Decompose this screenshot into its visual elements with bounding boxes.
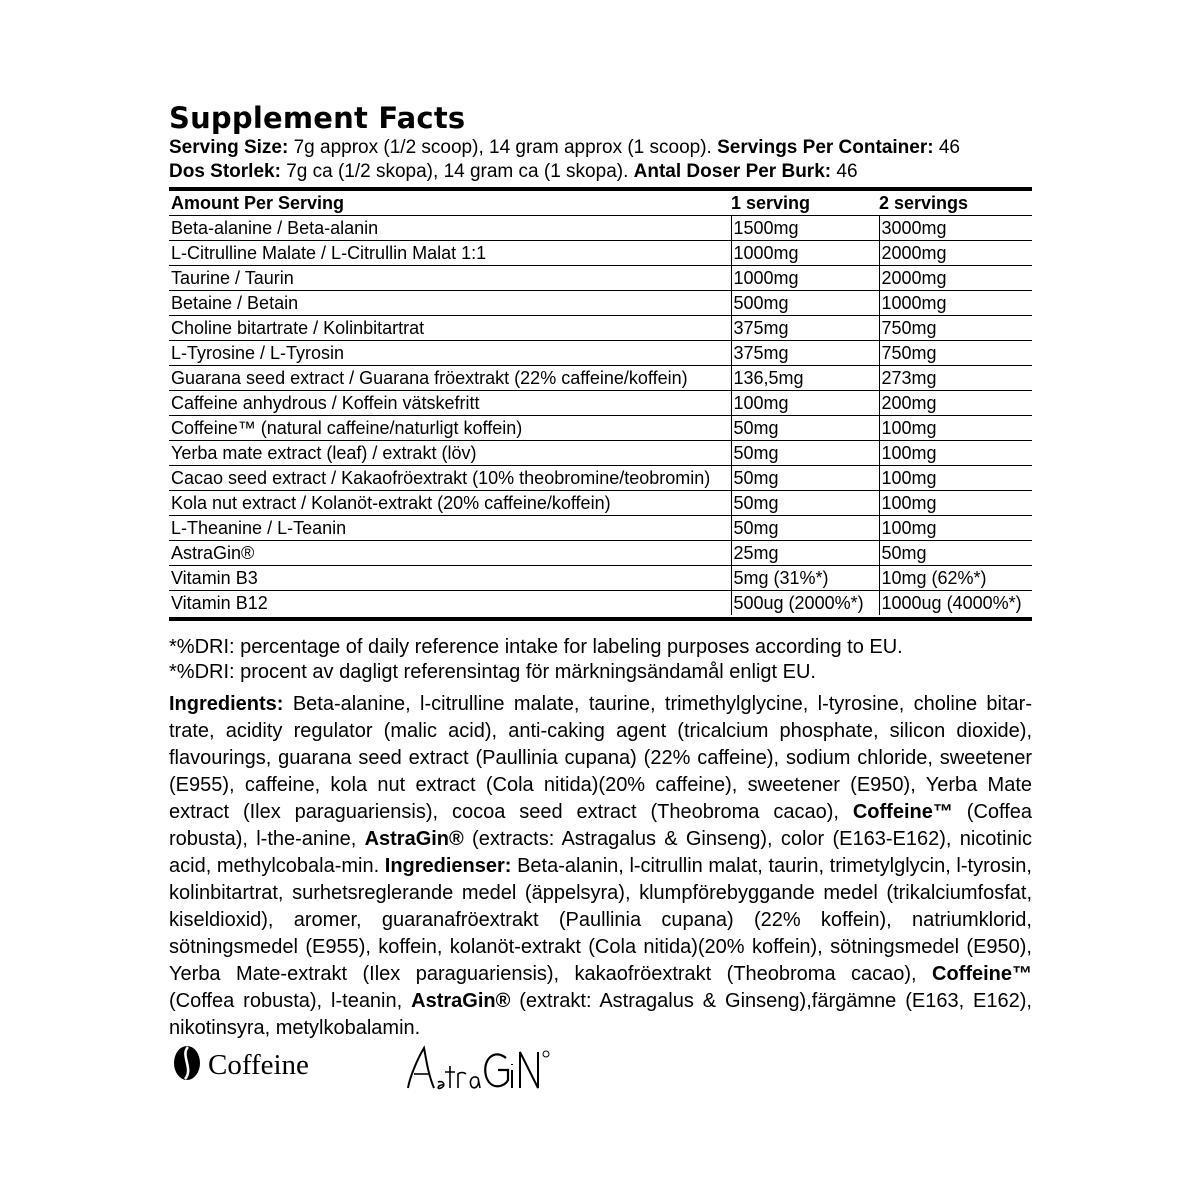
table-row (169, 216, 1032, 241)
amount-2-servings: 1000mg (879, 291, 1032, 316)
bottom-rule (169, 617, 1032, 621)
amount-1-serving: 500ug (2000%*) (731, 591, 879, 616)
ingredienser-part: (Coffea robusta), l-teanin, (169, 990, 412, 1012)
antal-doser-value: 46 (831, 161, 858, 182)
coffeine-logo-text: Coffeine (208, 1049, 309, 1081)
table-row (169, 491, 1032, 516)
ingredients-brand: AstraGin® (364, 828, 464, 850)
astragin-logo (398, 1040, 568, 1105)
amount-2-servings: 10mg (62%*) (879, 566, 1032, 591)
servings-per-container-value: 46 (933, 137, 960, 158)
amount-2-servings: 50mg (879, 541, 1032, 566)
amount-1-serving: 500mg (731, 291, 879, 316)
ingredient-name: Taurine / Taurin (169, 266, 731, 291)
table-row (169, 266, 1032, 291)
amount-1-serving: 50mg (731, 516, 879, 541)
table-row (169, 416, 1032, 441)
dri-note-sv: *%DRI: procent av dagligt referensintag för märkningsändamål enligt EU. (169, 661, 816, 683)
dos-storlek-value: 7g ca (1/2 skopa), 14 gram ca (1 skopa). (280, 161, 634, 182)
ingredients-label: Ingredients: (169, 693, 284, 715)
amount-2-servings: 200mg (879, 391, 1032, 416)
ingredient-name: Coffeine™ (natural caffeine/naturligt koffein) (169, 416, 731, 441)
amount-2-servings: 2000mg (879, 266, 1032, 291)
ingredients-part: (Coffea robusta), l-the-anine, (169, 801, 1033, 850)
amount-1-serving: 100mg (731, 391, 879, 416)
ingredient-name: Guarana seed extract / Guarana fröextrakt (22% caffeine/koffein) (169, 366, 731, 391)
table-row (169, 466, 1032, 491)
ingredient-name: L-Tyrosine / L-Tyrosin (169, 341, 731, 366)
ingredients-part: Beta-alanine, l-citrulline malate, taurine, trimethylglycine, l-tyrosine, choline bitar-trate, acidity regulator (malic acid), anti-caking agent (tricalcium phosphate, silicon dioxide), flavourings, guarana seed extract (Paullinia cupana) (22% caffeine), sodium chloride, sweetener (E955), caffeine, kola nut extract (Cola nitida)(20% caffeine), sweetener (E950), Yerba Mate extract (Ilex paraguariensis), cocoa seed extract (Theobroma cacao), (169, 693, 1032, 823)
coffeine-logo (172, 1045, 309, 1086)
serving-size-label: Serving Size: (169, 137, 289, 158)
table-row (169, 241, 1032, 266)
coffee-bean-icon (172, 1045, 202, 1086)
dos-storlek-label: Dos Storlek: (169, 161, 281, 182)
table-header-row (169, 191, 1032, 216)
amount-2-servings: 100mg (879, 491, 1032, 516)
amount-1-serving: 375mg (731, 316, 879, 341)
dri-note-en: *%DRI: percentage of daily reference intake for labeling purposes according to EU. (169, 636, 903, 658)
amount-2-servings: 3000mg (879, 216, 1032, 241)
amount-2-servings: 100mg (879, 416, 1032, 441)
ingredient-name: Choline bitartrate / Kolinbitartrat (169, 316, 731, 341)
amount-1-serving: 50mg (731, 466, 879, 491)
table-row (169, 341, 1032, 366)
ingredient-name: L-Citrulline Malate / L-Citrullin Malat 1:1 (169, 241, 731, 266)
ingredienser-brand: AstraGin® (411, 990, 511, 1012)
table-row (169, 566, 1032, 591)
amount-2-servings: 750mg (879, 316, 1032, 341)
amount-2-servings: 100mg (879, 516, 1032, 541)
ingredient-name: Yerba mate extract (leaf) / extrakt (löv) (169, 441, 731, 466)
ingredienser-brand: Coffeine™ (932, 963, 1032, 985)
brand-logos (172, 1040, 672, 1100)
serving-size-value: 7g approx (1/2 scoop), 14 gram approx (1 scoop). (288, 137, 718, 158)
ingredienser-part: (extrakt: Astragalus & Ginseng),färgämne (E163, E162), nikotinsyra, metylkobalamin. (169, 990, 1032, 1039)
amount-2-servings: 1000ug (4000%*) (879, 591, 1032, 616)
table-row (169, 591, 1032, 616)
amount-1-serving: 1000mg (731, 266, 879, 291)
amount-1-serving: 136,5mg (731, 366, 879, 391)
ingredient-name: Cacao seed extract / Kakaofröextrakt (10% theobromine/teobromin) (169, 466, 731, 491)
ingredient-name: AstraGin® (169, 541, 731, 566)
ingredient-name: Kola nut extract / Kolanöt-extrakt (20% caffeine/koffein) (169, 491, 731, 516)
table-row (169, 441, 1032, 466)
header-2-servings: 2 servings (879, 193, 969, 213)
serving-line-en (169, 136, 1032, 160)
ingredient-name: Vitamin B3 (169, 566, 731, 591)
header-amount: Amount Per Serving (171, 193, 345, 213)
amount-1-serving: 25mg (731, 541, 879, 566)
amount-1-serving: 50mg (731, 441, 879, 466)
table-row (169, 316, 1032, 341)
supplement-facts-panel (169, 100, 1032, 1042)
amount-2-servings: 100mg (879, 441, 1032, 466)
table-body (169, 216, 1032, 616)
ingredient-name: L-Theanine / L-Teanin (169, 516, 731, 541)
amount-1-serving: 50mg (731, 416, 879, 441)
ingredient-name: Caffeine anhydrous / Koffein vätskefritt (169, 391, 731, 416)
ingredients-text (169, 691, 1032, 1042)
ingredients-part: (extracts: Astragalus & Ginseng), color (E163-E162), nicotinic acid, methylcobala-min. (169, 828, 1032, 877)
amount-2-servings: 750mg (879, 341, 1032, 366)
amount-2-servings: 100mg (879, 466, 1032, 491)
amount-2-servings: 273mg (879, 366, 1032, 391)
ingredient-name: Beta-alanine / Beta-alanin (169, 216, 731, 241)
table-row (169, 541, 1032, 566)
amount-1-serving: 1000mg (731, 241, 879, 266)
table-row (169, 366, 1032, 391)
amount-2-servings: 2000mg (879, 241, 1032, 266)
dri-notes (169, 635, 1032, 685)
ingredient-name: Betaine / Betain (169, 291, 731, 316)
header-1-serving: 1 serving (731, 193, 811, 213)
ingredients-brand: Coffeine™ (852, 801, 953, 823)
amount-1-serving: 5mg (31%*) (731, 566, 879, 591)
antal-doser-label: Antal Doser Per Burk: (633, 161, 832, 182)
table-row (169, 516, 1032, 541)
amount-1-serving: 50mg (731, 491, 879, 516)
table-row (169, 291, 1032, 316)
servings-per-container-label: Servings Per Container: (717, 137, 934, 158)
ingredienser-label: Ingredienser: (384, 855, 512, 877)
nutrition-table (169, 191, 1032, 615)
panel-title: Supplement Facts (169, 101, 466, 135)
amount-1-serving: 375mg (731, 341, 879, 366)
serving-line-sv (169, 160, 1032, 184)
ingredient-name: Vitamin B12 (169, 591, 731, 616)
table-row (169, 391, 1032, 416)
ingredienser-part: Beta-alanin, l-citrullin malat, taurin, trimetylglycin, l-tyrosin, kolinbitartrat, surhetsreglerande medel (äppelsyra), klumpförebyggande medel (trikalciumfosfat, kiseldioxid), aromer, guaranafröextrakt (Paullinia cupana) (22% koffein), natriumklorid, sötningsmedel (E955), koffein, kolanöt-extrakt (Cola nitida)(20% koffein), sötningsmedel (E950), Yerba Mate-extrakt (Ilex paraguariensis), kakaofröextrakt (Theobroma cacao), (169, 855, 1032, 985)
amount-1-serving: 1500mg (731, 216, 879, 241)
